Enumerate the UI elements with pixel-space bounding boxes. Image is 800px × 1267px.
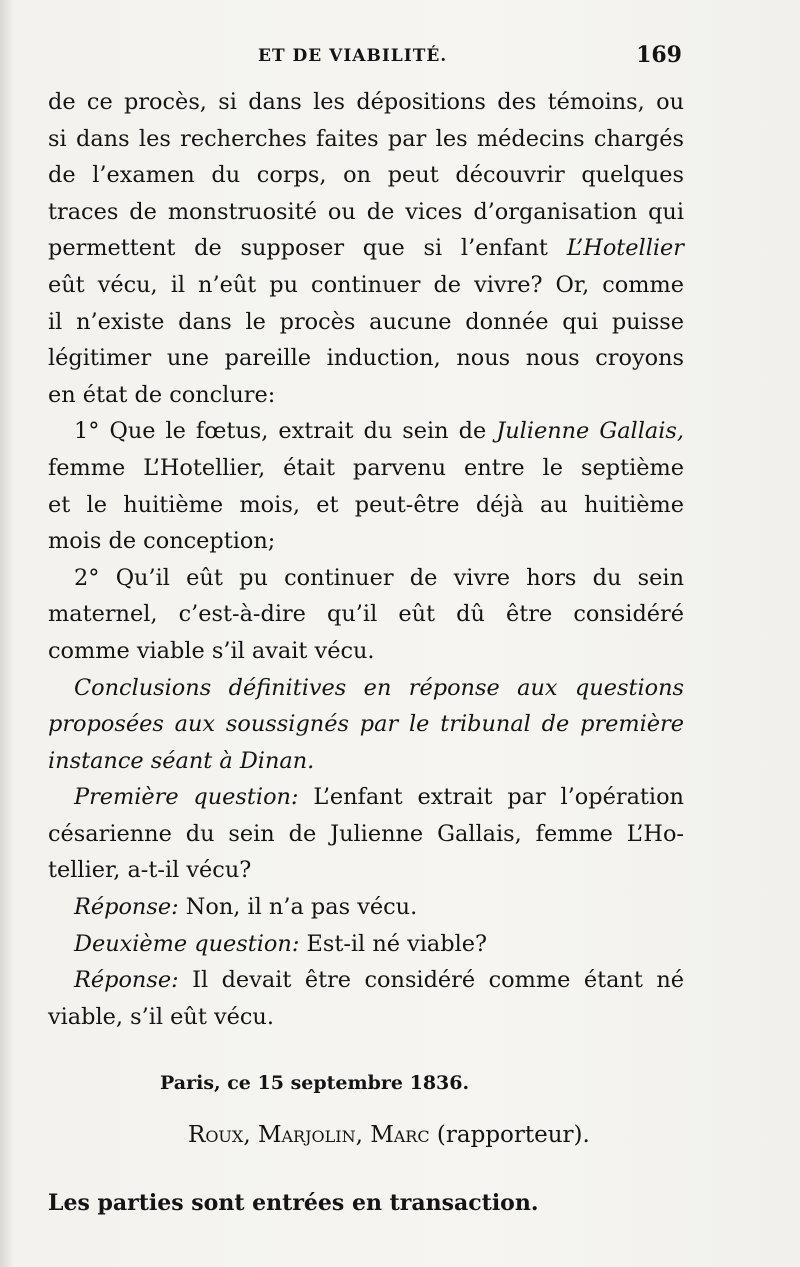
text-run: Est-il né viable? [299, 930, 488, 957]
italic-label: Réponse: [74, 894, 179, 921]
text-line: il n’existe dans le procès aucune donnée qui puisse [48, 308, 684, 335]
text-run: 1° Que le fœtus, extrait du sein de [74, 418, 497, 445]
body-text [48, 84, 684, 1035]
italic-name: Julienne Gallais, [496, 418, 684, 445]
text-line: tellier, a-t-il vécu? [48, 857, 252, 884]
text-line: césarienne du sein de Julienne Gallais, femme L’Ho- [48, 820, 684, 847]
text-line: mois de conception; [48, 528, 276, 555]
separator: , [243, 1122, 258, 1148]
text-line: 2° Qu’il eût pu continuer de vivre hors du sein [74, 564, 684, 591]
text-line [48, 926, 684, 963]
text-line: si dans les recherches faites par les médecins chargés [48, 125, 684, 152]
italic-label: Deuxième question: [74, 930, 300, 957]
text-line [48, 962, 684, 999]
text-line: proposées aux soussignés par le tribunal de première [48, 711, 684, 738]
text-line [48, 413, 684, 450]
italic-label: Première question: [74, 784, 299, 811]
text-line: comme viable s’il avait vécu. [48, 637, 375, 664]
text-line [48, 889, 684, 926]
signatory-role: (rapporteur). [429, 1122, 590, 1148]
page-number: 169 [636, 42, 682, 68]
text-line [48, 230, 684, 267]
signatory-name: Roux [188, 1122, 244, 1148]
signatories [188, 1122, 590, 1148]
text-line: maternel, c’est-à-dire qu’il eût dû être considéré [48, 601, 684, 628]
text-run: Non, il n’a pas vécu. [178, 894, 418, 921]
text-line: femme L’Hotellier, était parvenu entre le septième [48, 454, 684, 481]
text-line: eût vécu, il n’eût pu continuer de vivre? Or, comme [48, 271, 684, 298]
text-line: de l’examen du corps, on peut découvrir quelques [48, 162, 684, 189]
closing-note: Les parties sont entrées en transaction. [48, 1190, 539, 1216]
text-line: en état de conclure: [48, 381, 276, 408]
text-run: Il devait être considéré comme étant né [178, 967, 684, 994]
text-line: de ce procès, si dans les dépositions des témoins, ou [48, 89, 684, 115]
text-line: traces de monstruosité ou de vices d’organisation qui [48, 198, 684, 225]
text-run: permettent de supposer que si l’enfant [48, 235, 567, 262]
place-and-date: Paris, ce 15 septembre 1836. [160, 1072, 470, 1094]
text-line: et le huitième mois, et peut-être déjà au huitième [48, 491, 684, 518]
text-line [48, 779, 684, 816]
text-line: instance séant à Dinan. [48, 747, 315, 774]
text-line: viable, s’il eût vécu. [48, 1003, 274, 1030]
running-head: ET DE VIABILITÉ. [258, 46, 448, 66]
text-run: L’enfant extrait par l’opération [298, 784, 684, 811]
signatory-name: Marjolin [257, 1122, 356, 1148]
page-header [48, 42, 686, 72]
signatory-name: Marc [370, 1122, 430, 1148]
text-line: légitimer une pareille induction, nous nous croyons [48, 345, 684, 372]
italic-name: L’Hotellier [566, 235, 684, 262]
italic-label: Réponse: [74, 967, 179, 994]
separator: , [355, 1122, 371, 1148]
text-line: Conclusions définitives en réponse aux questions [74, 674, 684, 701]
